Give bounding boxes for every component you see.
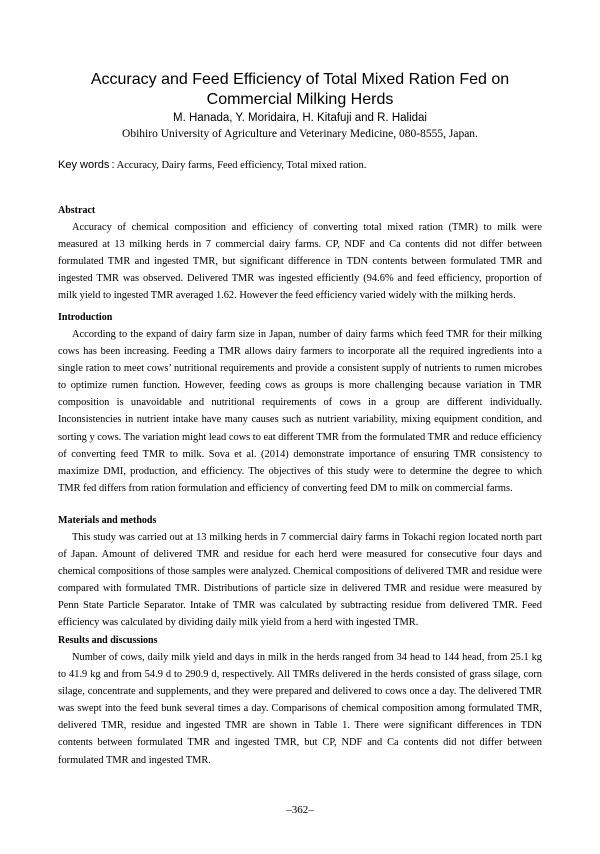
author-list: M. Hanada, Y. Moridaira, H. Kitafuji and R. Halidai [173,112,427,124]
keywords-label: Key words : [58,159,115,171]
methods-heading: Materials and methods [58,515,157,526]
abstract-text: Accuracy of chemical composition and efficiency of converting total mixed ration (TMR) to milk were measured at 13 milking herds in 7 commercial dairy farms. CP, NDF and Ca contents did not differ between formulated TMR and ingested TMR, but significant difference in TDN contents between formulated TMR and ingested TMR was observed. Delivered TMR was ingested efficiently (94.6% and feed efficiency, proportion of milk yield to ingested TMR averaged 1.62. However the feed efficiency varied widely with the milking herds. [58,222,542,302]
page-number: –362– [286,804,314,816]
methods-text: This study was carried out at 13 milking herds in 7 commercial dairy farms in Tokachi region located north part of Japan. Amount of delivered TMR and residue for each herd were measured for consecutive four days and chemical compositions of those samples were analyzed. Chemical compositions of delivered TMR and residue were compared with formulated TMR. Distributions of particle size in delivered TMR and residue were measured by Penn State Particle Separator. Intake of TMR was calculated by subtracting residue from delivered TMR. Feed efficiency was calculated by dividing daily milk yield from a herd with ingested TMR. [58,532,542,629]
results-heading: Results and discussions [58,635,158,646]
title-line-2: Commercial Milking Herds [206,91,394,108]
abstract-section [58,204,542,304]
abstract-heading: Abstract [58,205,96,216]
introduction-heading: Introduction [58,312,113,323]
paper-title [40,70,560,110]
introduction-text: According to the expand of dairy farm size in Japan, number of dairy farms which feed TMR for their milking cows has been increasing. Feeding a TMR allows dairy farmers to incorporate all the required ingredients into a single ration to meet cows’ nutritional requirements and provide a consistent supply of nutrients to rumen microbes to optimize rumen function. However, feeding cows as groups is more challenging because variation in TMR composition is unavoidable and nutritional requirements of cows in a group are different individually. Inconsistencies in nutrient intake have many causes such as nutrient variability, mixing equipment condition, and sorting y cows. The variation might lead cows to eat different TMR from the formulated TMR and reduce efficiency of converting feed TMR to milk. Sova et al. (2014) demonstrate importance of ensuring TMR consistency to maximize DMI, production, and efficiency. The objectives of this study were to determine the degree to which TMR fed differs from ration formulation and efficiency of converting feed DM to milk on commercial farms. [58,329,542,494]
title-line-1: Accuracy and Feed Efficiency of Total Mixed Ration Fed on [90,71,510,88]
introduction-section [58,311,542,497]
results-section [58,634,542,769]
keywords-list: Accuracy, Dairy farms, Feed efficiency, Total mixed ration. [116,160,367,171]
keywords-line [58,158,550,173]
results-text: Number of cows, daily milk yield and days in milk in the herds ranged from 34 head to 144 head, from 25.1 kg to 41.9 kg and from 54.9 d to 290.9 d, respectively. All TMRs delivered in the herds consisted of grass silage, corn silage, concentrate and supplements, and they were prepared and delivered to cows once a day. The delivered TMR was swept into the feed bunk several times a day. Comparisons of chemical composition among formulated TMR, delivered TMR, residue and ingested TMR are shown in Table 1. There were significant differences in TDN contents between formulated TMR and ingested TMR, but CP, NDF and Ca contents did not differ between formulated TMR and ingested TMR. [58,652,542,766]
affiliation: Obihiro University of Agriculture and Veterinary Medicine, 080-8555, Japan. [122,128,478,140]
methods-section [58,514,542,632]
